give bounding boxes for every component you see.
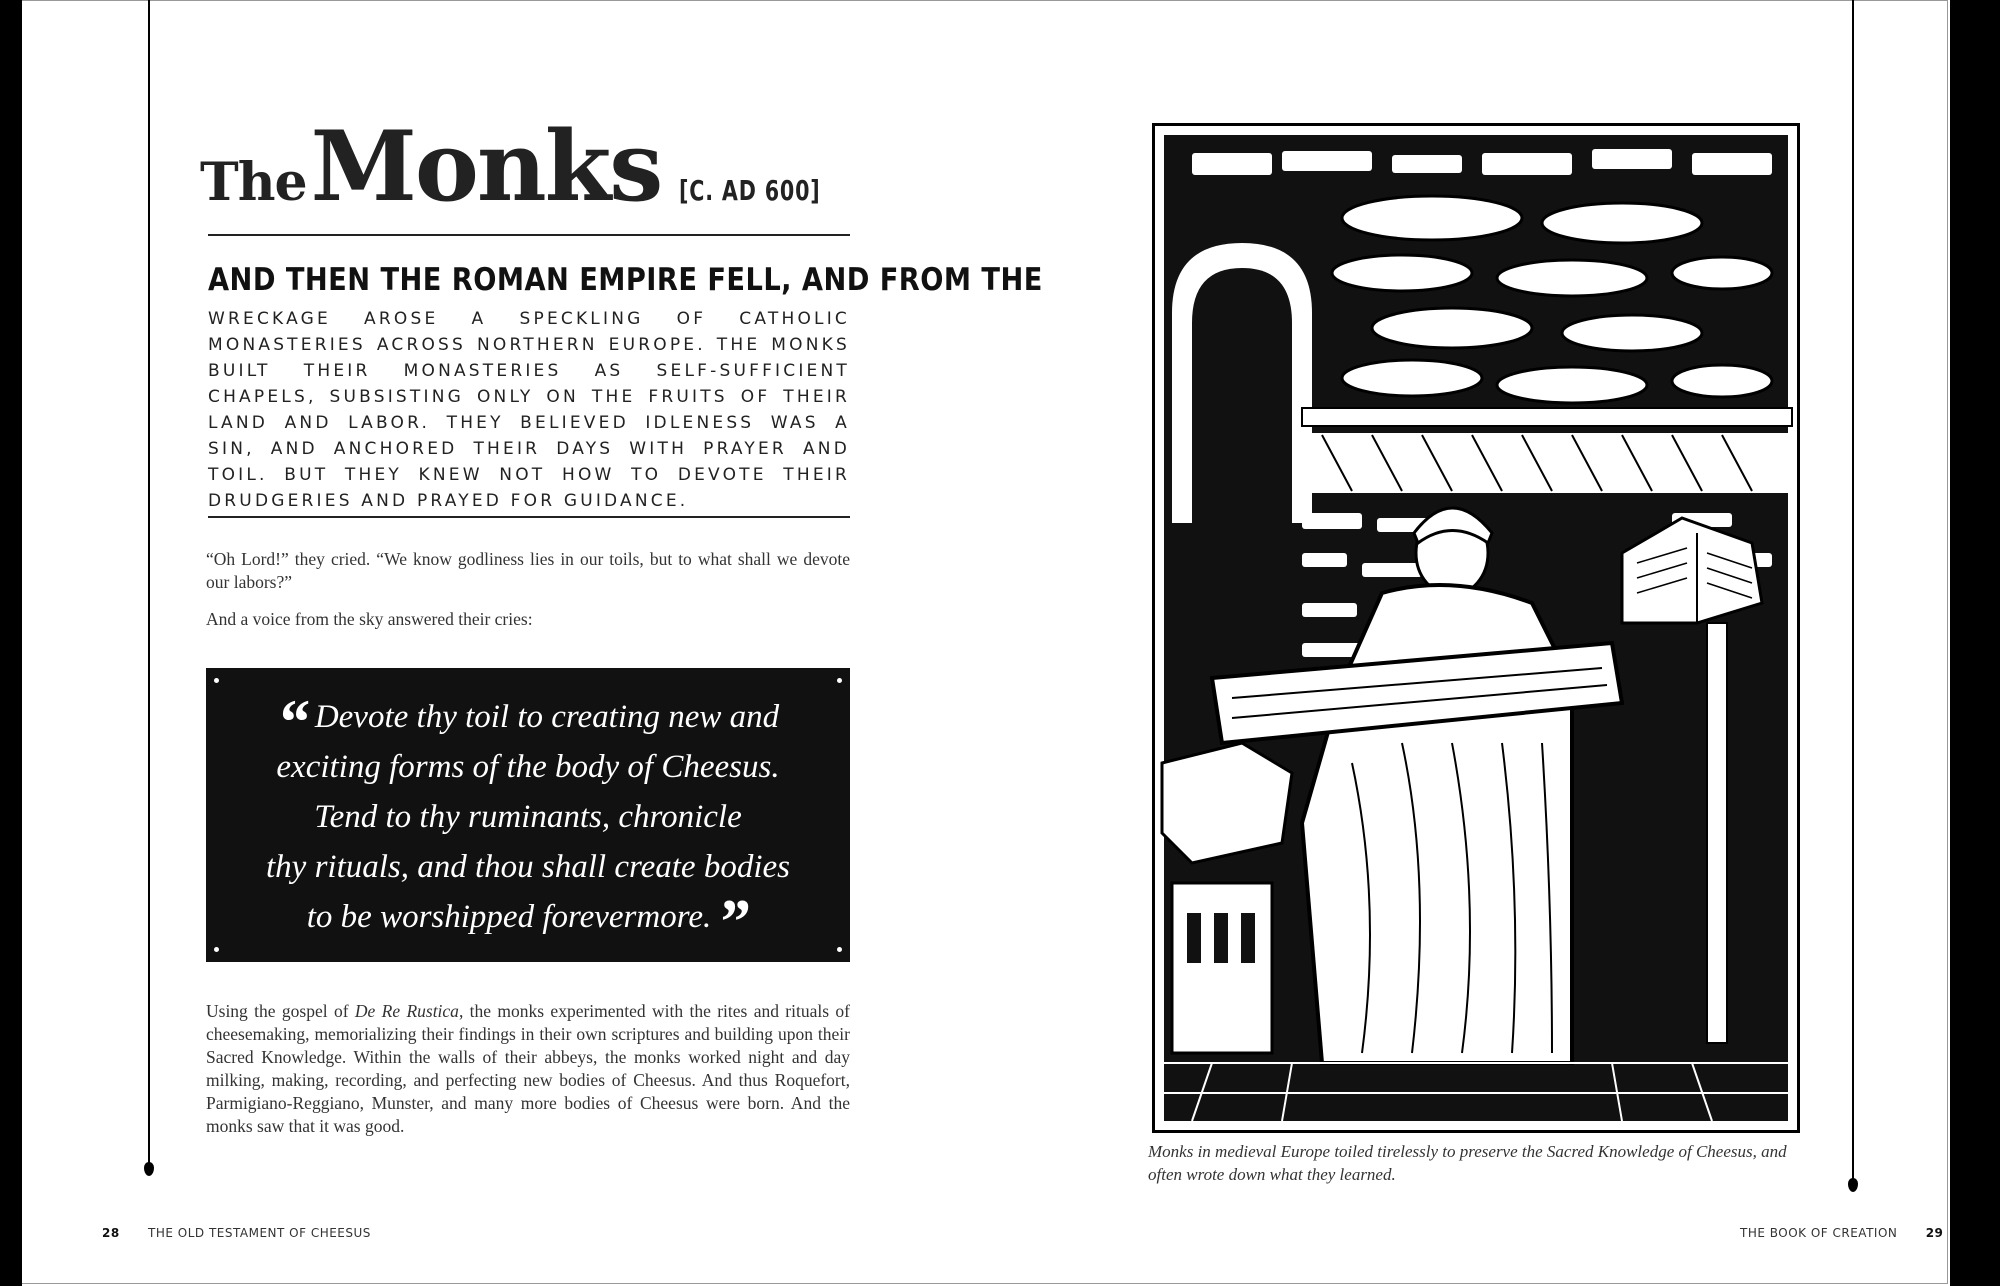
quote-line-text: to be worshipped forevermore. — [306, 899, 712, 935]
para3-title: De Re Rustica — [354, 1001, 459, 1021]
left-edge-bar — [0, 0, 22, 1286]
paragraph-2: And a voice from the sky answered their cries: — [206, 609, 533, 629]
quote-line-3: Tend to thy ruminants, chronicle — [314, 799, 742, 835]
quote-line-1 — [206, 686, 850, 757]
running-head-left: THE OLD TESTAMENT OF CHEESUS — [148, 1226, 371, 1240]
quote-corner-dot — [837, 678, 842, 683]
page-number-left: 28 — [102, 1226, 120, 1240]
quote-text — [206, 686, 850, 957]
title-monks: Monks — [310, 110, 662, 223]
page-title — [200, 110, 850, 223]
title-divider — [208, 234, 850, 236]
figure-caption: Monks in medieval Europe toiled tirelessly to preserve the Sacred Knowledge of Cheesus, and often wrote down what they learned. — [1148, 1142, 1787, 1184]
quote-line-text: Devote thy toil to creating new and — [314, 699, 780, 735]
lead-heading: AND THEN THE ROMAN EMPIRE FELL, AND FROM THE — [208, 262, 1043, 298]
right-edge-bar — [1950, 0, 2000, 1286]
quote-line-5 — [206, 886, 850, 957]
title-date: [C. AD 600] — [679, 174, 821, 207]
quote-corner-dot — [214, 947, 219, 952]
para3-post: , the monks experimented with the rites and rituals of cheesemaking, memorializing their findings in their own scriptures and building upon their Sacred Knowledge. Within the walls of their abbeys, the monks worked night and day milking, making, recording, and perfecting new bodies of Cheesus. And thus Roquefort, Parmigiano-Reggiano, Munster, and many more bodies of Cheesus were born. And the monks saw that it was good. — [206, 1001, 850, 1136]
left-vertical-rule — [148, 0, 150, 1168]
close-quote-mark: ” — [717, 886, 750, 957]
quote-corner-dot — [837, 947, 842, 952]
monk-illustration — [1152, 123, 1800, 1133]
folio-right — [1740, 1226, 1943, 1240]
right-vertical-rule — [1852, 0, 1854, 1182]
open-quote-mark: “ — [276, 686, 309, 757]
paragraph-1: “Oh Lord!” they cried. “We know godliness lies in our toils, but to what shall we devote our labors?” — [206, 549, 850, 592]
running-head-right: THE BOOK OF CREATION — [1740, 1226, 1898, 1240]
para3-pre: Using the gospel of — [206, 1001, 355, 1021]
lead-body: WRECKAGE AROSE A SPECKLING OF CATHOLIC MONASTERIES ACROSS NORTHERN EUROPE. THE MONKS BUILT THEIR MONASTERIES AS SELF-SUFFICIENT CHAPELS, SUBSISTING ONLY ON THE FRUITS OF THEIR LAND AND LABOR. THEY BELIEVED IDLENESS WAS A SIN, AND ANCHORED THEIR DAYS WITH PRAYER AND TOIL. BUT THEY KNEW NOT HOW TO DEVOTE THEIR DRUDGERIES AND PRAYED FOR GUIDANCE. — [208, 309, 850, 511]
quote-line-4: thy rituals, and thou shall create bodies — [266, 849, 790, 885]
quote-line-2: exciting forms of the body of Cheesus. — [276, 749, 780, 785]
folio-left — [102, 1226, 371, 1240]
quote-corner-dot — [214, 678, 219, 683]
page-number-right: 29 — [1925, 1226, 1944, 1240]
paragraph-3 — [206, 1000, 850, 1138]
title-the: The — [200, 152, 307, 213]
lead-divider — [208, 516, 850, 518]
quote-box — [206, 668, 850, 962]
